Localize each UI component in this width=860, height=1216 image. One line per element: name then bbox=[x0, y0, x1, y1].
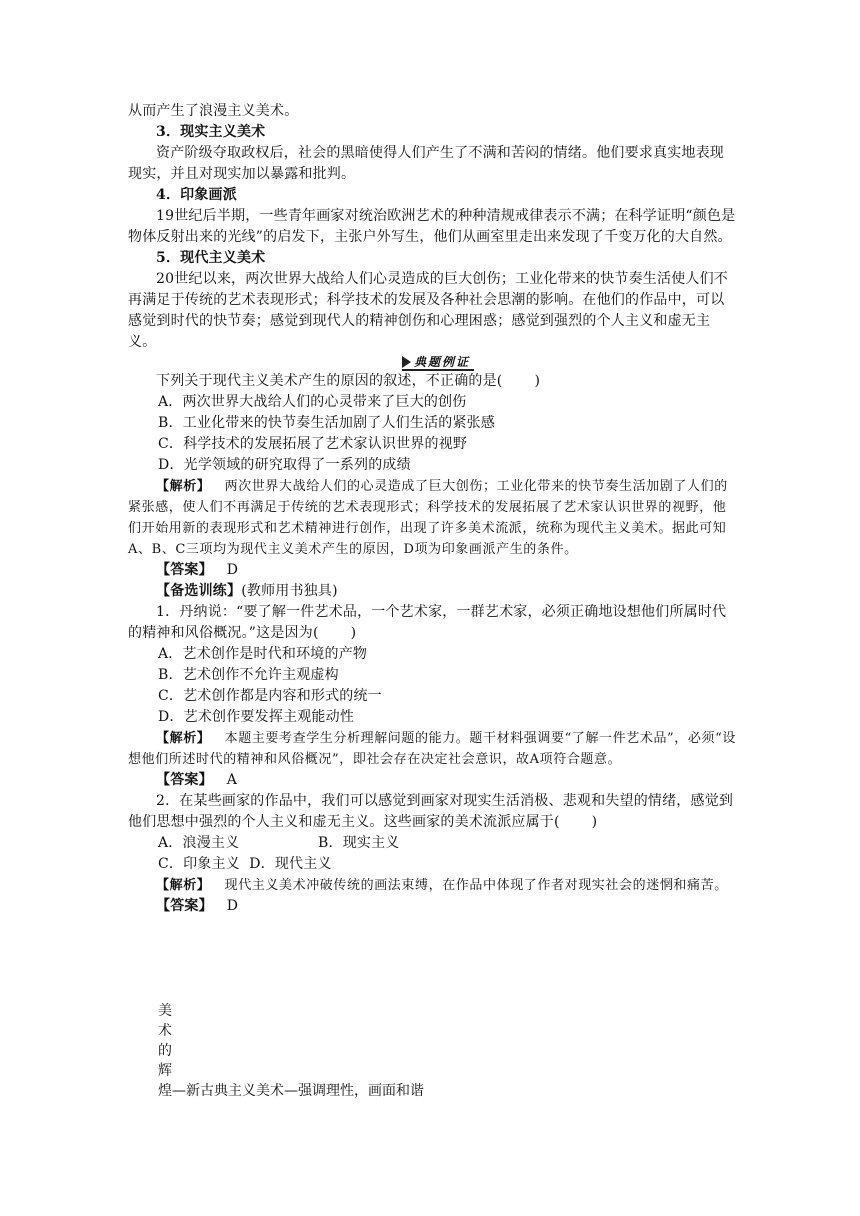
vertical-char: 辉 bbox=[158, 1063, 172, 1079]
content-column bbox=[128, 101, 738, 917]
example-analysis: 【解析】 两次世界大战给人们的心灵造成了巨大创伤；工业化带来的快节奏生活加剧了人们的紧张感，使人们不再满足于传统的艺术表现形式；科学技术的发展拓展了艺术家认识世界的视野，他们开始用新的表现形式和艺术精神进行创作，出现了许多美术流派，统称为现代主义美术。据此可知A、B、C三项均为现代主义美术产生的原因，D项为印象画派产生的条件。 bbox=[128, 479, 728, 557]
play-triangle-icon bbox=[402, 356, 411, 368]
training-q1-analysis: 【解析】 本题主要考查学生分析理解问题的能力。题干材料强调要“了解一件艺术品”，必须“设想他们所述时代的精神和风俗概况”，即社会存在决定社会意识，故A项符合题意。 bbox=[128, 731, 736, 767]
example-banner bbox=[402, 354, 474, 371]
training-q1-option-c: C．艺术创作都是内容和形式的统一 bbox=[158, 688, 382, 704]
example-option-c: C．科学技术的发展拓展了艺术家认识世界的视野 bbox=[158, 436, 468, 452]
training-q1-answer: 【答案】 A bbox=[156, 772, 238, 788]
summary-line: 煌—新古典主义美术—强调理性，画面和谐 bbox=[158, 1083, 424, 1099]
training-q2-options-cd: C．印象主义 D．现代主义 bbox=[158, 856, 332, 872]
example-banner-row bbox=[128, 353, 738, 371]
vertical-char: 美 bbox=[158, 1003, 172, 1019]
vertical-char: 术 bbox=[158, 1023, 172, 1039]
example-option-d: D．光学领域的研究取得了一系列的成绩 bbox=[158, 457, 411, 473]
intro-tail: 从而产生了浪漫主义美术。 bbox=[128, 103, 299, 119]
training-q1-question: 1．丹纳说：“要了解一件艺术品，一个艺术家，一群艺术家，必须正确地设想他们所属时代的精神和风俗概况。”这是因为( ) bbox=[128, 604, 727, 641]
example-question: 下列关于现代主义美术产生的原因的叙述，不正确的是( ) bbox=[156, 373, 541, 389]
training-q2-analysis: 【解析】 现代主义美术冲破传统的画法束缚，在作品中体现了作者对现实社会的迷惘和痛苦。 bbox=[156, 878, 728, 893]
example-option-b: B．工业化带来的快节奏生活加剧了人们生活的紧张感 bbox=[158, 415, 496, 431]
section-body: 19世纪后半期，一些青年画家对统治欧洲艺术的种种清规戒律表示不满；在科学证明“颜色是物体反射出来的光线”的启发下，主张户外写生，他们从画室里走出来发现了千变万化的大自然。 bbox=[128, 208, 736, 245]
vertical-char: 的 bbox=[158, 1043, 172, 1059]
training-q1-option-b: B．艺术创作不允许主观虚构 bbox=[158, 667, 339, 683]
training-q1-option-a: A．艺术创作是时代和环境的产物 bbox=[158, 646, 368, 662]
training-q2-options-ab: A．浪漫主义 B．现实主义 bbox=[158, 835, 400, 851]
section-heading: 4．印象画派 bbox=[156, 187, 237, 203]
training-header: 【备选训练】(教师用书独具) bbox=[156, 583, 338, 599]
section-heading: 3．现实主义美术 bbox=[156, 124, 266, 140]
training-q2-question: 2．在某些画家的作品中，我们可以感觉到画家对现实生活消极、悲观和失望的情绪，感觉到他们思想中强烈的个人主义和虚无主义。这些画家的美术流派应属于( ) bbox=[128, 793, 734, 830]
section-body: 资产阶级夺取政权后，社会的黑暗使得人们产生了不满和苦闷的情绪。他们要求真实地表现现实，并且对现实加以暴露和批判。 bbox=[128, 145, 724, 182]
example-answer: 【答案】 D bbox=[156, 562, 239, 578]
training-q2-answer: 【答案】 D bbox=[156, 898, 239, 914]
vertical-title bbox=[158, 1001, 172, 1081]
example-option-a: A．两次世界大战给人们的心灵带来了巨大的创伤 bbox=[158, 394, 467, 410]
training-q1-option-d: D．艺术创作要发挥主观能动性 bbox=[158, 709, 355, 725]
banner-label: 典题例证 bbox=[414, 355, 471, 369]
section-body: 20世纪以来，两次世界大战给人们心灵造成的巨大创伤；工业化带来的快节奏生活使人们不再满足于传统的艺术表现形式；科学技术的发展及各种社会思潮的影响。在他们的作品中，可以感觉到时代的快节奏；感觉到现代人的精神创伤和心理困惑；感觉到强烈的个人主义和虚无主义。 bbox=[128, 271, 729, 350]
section-heading: 5．现代主义美术 bbox=[156, 250, 266, 266]
